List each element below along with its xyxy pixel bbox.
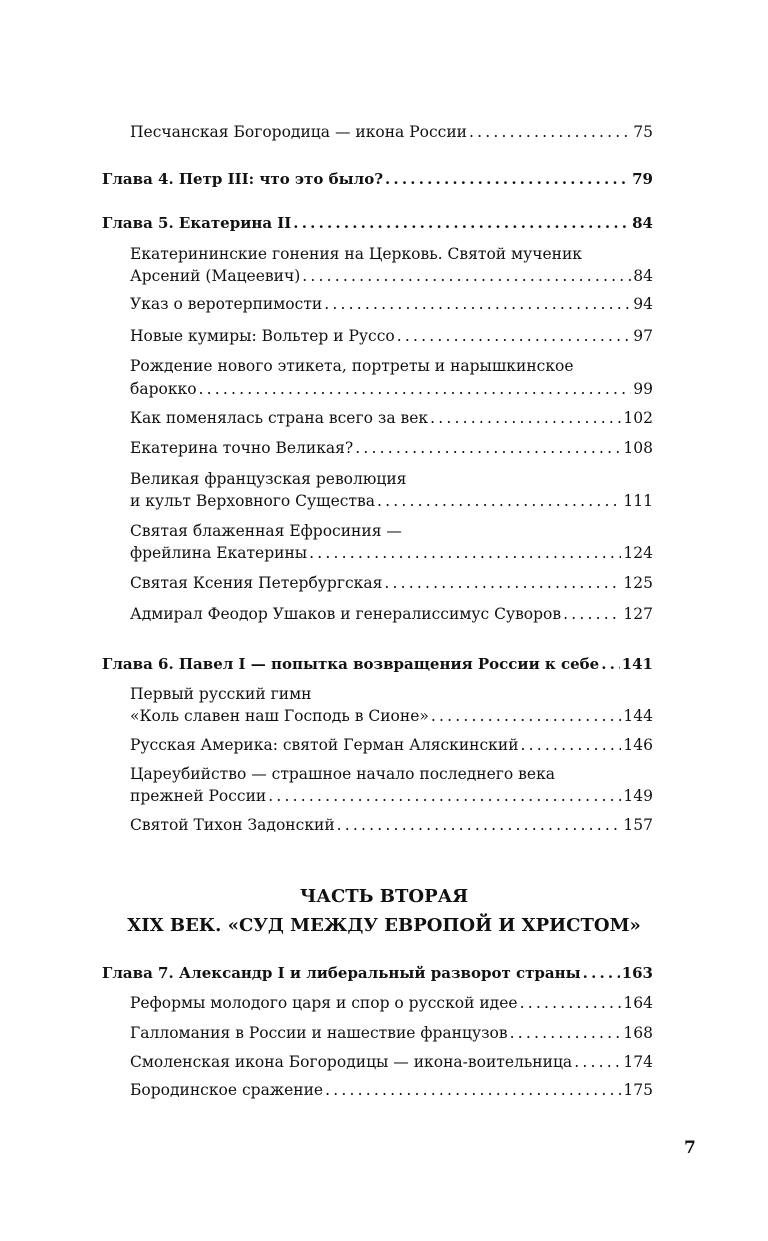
toc-entry [130,436,653,460]
toc-entry [130,602,653,626]
dot-leader [309,541,621,565]
dot-leader [563,602,621,626]
toc-entry-lead: Екатерининские гонения на Церковь. Святой мученик [130,245,582,263]
toc-entry-page: 168 [623,1024,653,1042]
toc-entry [130,682,653,725]
toc-entry-title: и культ Верховного Существа [130,492,375,510]
dot-leader [384,571,621,595]
toc-entry-title: Арсений (Мацеевич) [130,267,301,285]
toc-entry-title: прежней России [130,787,267,805]
toc-entry [130,762,653,805]
toc-entry-page: 164 [623,994,653,1012]
page-number: 7 [684,1138,696,1158]
toc-entry-page: 99 [633,380,653,398]
toc-entry [130,813,653,837]
toc-entry-title: «Коль славен наш Господь в Сионе» [130,707,429,725]
dot-leader [325,1078,621,1102]
toc-entry [130,406,653,430]
toc-chapter-page: 84 [632,214,653,232]
toc-entry [130,571,653,595]
toc-chapter-page: 79 [632,170,653,188]
dot-leader [469,120,631,144]
toc-entry-page: 144 [623,707,653,725]
toc-chapter-page: 163 [621,964,653,982]
toc-entry-page: 175 [623,1081,653,1099]
dot-leader [199,377,632,401]
toc-entry-page: 108 [623,439,653,457]
toc-entry [130,1050,653,1074]
toc-entry-lead: Великая французская революция [130,470,407,488]
toc-entry [130,242,653,285]
toc-chapter-title: Глава 6. Павел I — попытка возвращения России к себе [102,655,600,673]
toc-entry-page: 125 [623,574,653,592]
toc-entry-page: 102 [623,409,653,427]
part-heading: ЧАСТЬ ВТОРАЯ [299,886,469,907]
toc-entry [130,324,653,348]
toc-entry-page: 97 [633,327,653,345]
toc-entry-page: 111 [623,492,653,510]
toc-entry [130,519,653,562]
toc-entry-page: 94 [633,295,653,313]
toc-entry-lead: Рождение нового этикета, портреты и нарышкинское [130,357,574,375]
toc-entry-title: Святой Тихон Задонский [130,816,335,834]
toc-chapter-title: Глава 5. Екатерина II [102,214,292,232]
toc-entry [130,467,653,510]
toc-entry-title: Новые кумиры: Вольтер и Руссо [130,327,395,345]
dot-leader [302,264,631,288]
toc-chapter [102,211,653,235]
toc-chapter-title: Глава 7. Александр I и либеральный разворот страны [102,964,581,982]
toc-entry [130,120,653,144]
toc-entry [130,1078,653,1102]
toc-entry-page: 75 [633,123,653,141]
toc-chapter [102,167,653,191]
dot-leader [337,813,622,837]
toc-entry-lead: Первый русский гимн [130,685,312,703]
toc-entry-title: Смоленская икона Богородицы — икона-воительница [130,1053,573,1071]
toc-chapter-title: Глава 4. Петр III: что это было? [102,170,383,188]
toc-chapter [102,652,653,676]
toc-entry [130,733,653,757]
toc-entry-title: Русская Америка: святой Герман Аляскинский [130,736,519,754]
dot-leader [268,784,621,808]
toc-chapter [102,961,653,985]
dot-leader [601,652,619,676]
dot-leader [510,1021,622,1045]
toc-entry-title: Бородинское сражение [130,1081,324,1099]
toc-entry-title: Как поменялась страна всего за век [130,409,429,427]
dot-leader [574,1050,621,1074]
dot-leader [583,961,620,985]
toc-entry [130,1021,653,1045]
toc-entry [130,292,653,316]
dot-leader [377,489,621,513]
toc-entry-title: Святая Ксения Петербургская [130,574,383,592]
toc-entry [130,991,653,1015]
toc-entry-page: 124 [623,544,653,562]
toc-entry-lead: Цареубийство — страшное начало последнего века [130,765,556,783]
toc-entry [130,354,653,398]
toc-entry-title: Указ о веротерпимости [130,295,323,313]
dot-leader [397,324,632,348]
dot-leader [520,991,622,1015]
toc-entry-lead: Святая блаженная Ефросиния — [130,522,402,540]
dot-leader [293,211,630,235]
toc-entry-page: 149 [623,787,653,805]
toc-entry-page: 127 [623,605,653,623]
dot-leader [430,406,621,430]
dot-leader [431,704,622,728]
toc-entry-page: 174 [623,1053,653,1071]
toc-entry-page: 157 [623,816,653,834]
toc-entry-title: Галломания в России и нашествие французов [130,1024,508,1042]
toc-entry-title: Песчанская Богородица — икона России [130,123,468,141]
part-subheading: XIX ВЕК. «СУД МЕЖДУ ЕВРОПОЙ И ХРИСТОМ» [127,915,641,936]
toc-entry-page: 146 [623,736,653,754]
dot-leader [324,292,631,316]
toc-chapter-page: 141 [621,655,653,673]
dot-leader [385,167,630,191]
toc-entry-title: фрейлина Екатерины [130,544,308,562]
dot-leader [355,436,621,460]
toc-entry-title: Екатерина точно Великая? [130,439,354,457]
toc-entry-page: 84 [633,267,653,285]
toc-entry-title: Реформы молодого царя и спор о русской идее [130,994,518,1012]
toc-entry-title: барокко [130,380,197,398]
toc-entry-title: Адмирал Феодор Ушаков и генералиссимус Суворов [130,605,562,623]
dot-leader [521,733,622,757]
